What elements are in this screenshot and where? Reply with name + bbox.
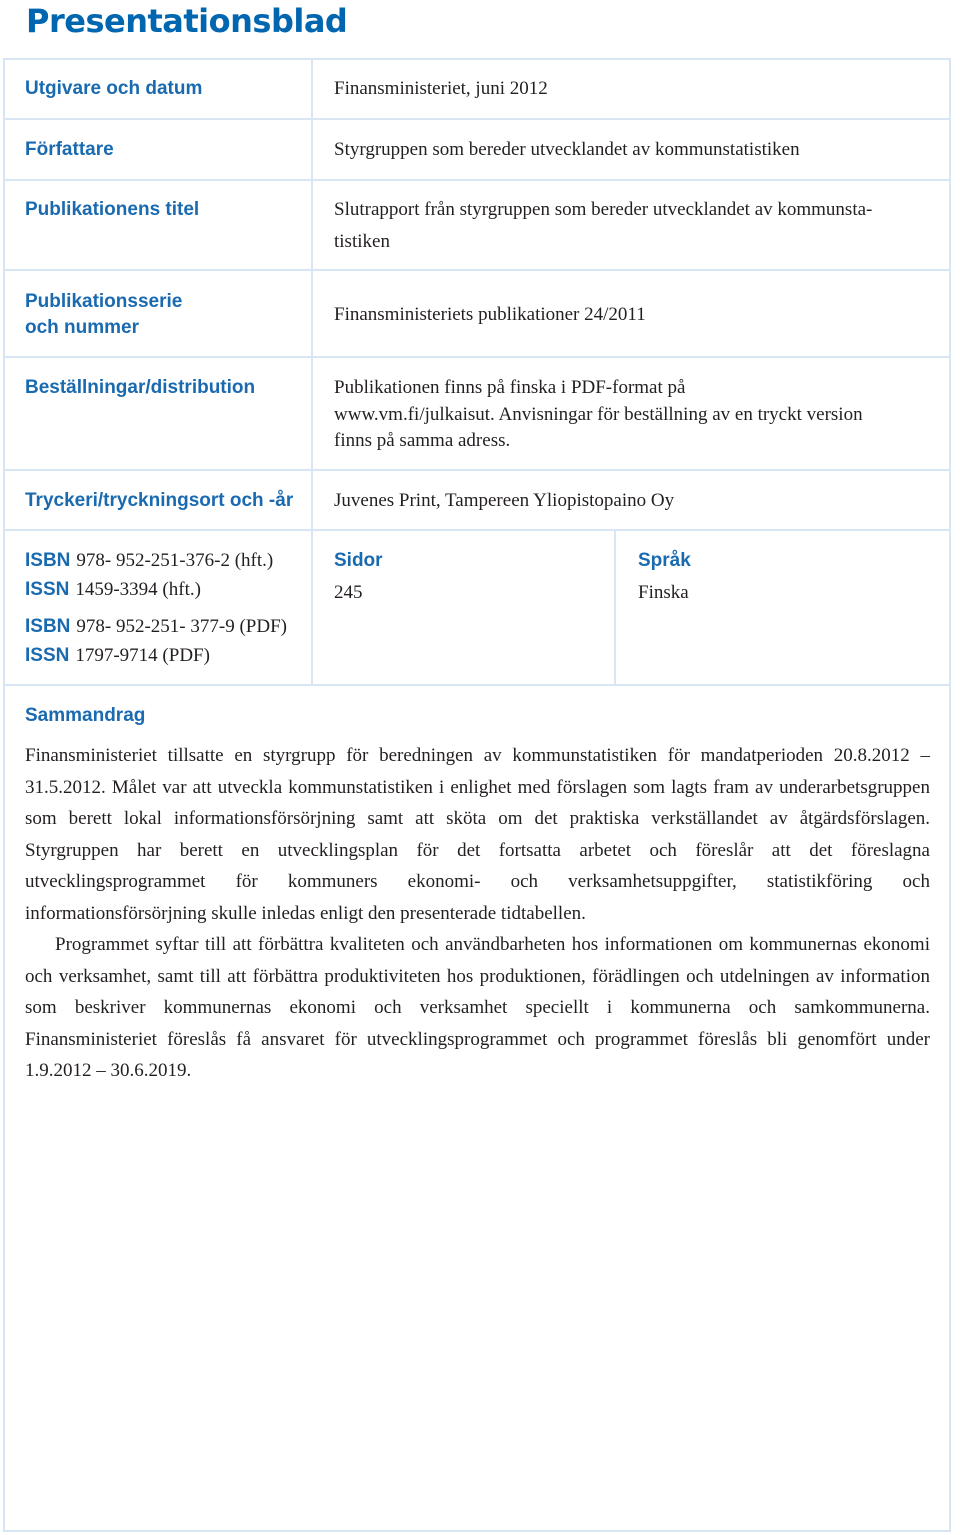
pubtitle-value-line-1: Slutrapport från styrgruppen som bereder utvecklandet av kommunsta- bbox=[334, 199, 873, 220]
identifier-key: ISSN bbox=[25, 579, 70, 600]
series-label-line-2: och nummer bbox=[25, 317, 140, 338]
orders-label: Beställningar/distribution bbox=[25, 377, 256, 398]
identifier-value: 978- 952-251- 377-9 (PDF) bbox=[76, 616, 287, 637]
publisher-value: Finansministeriet, juni 2012 bbox=[334, 78, 548, 99]
language-value: Finska bbox=[638, 582, 689, 603]
row-separator bbox=[3, 181, 951, 271]
identifier-key: ISSN bbox=[25, 645, 70, 666]
printer-value: Juvenes Print, Tampereen Yliopistopaino Oy bbox=[334, 490, 675, 511]
identifier-line bbox=[25, 577, 201, 604]
pubtitle-label: Publikationens titel bbox=[25, 199, 200, 220]
identifier-value: 1459-3394 (hft.) bbox=[75, 579, 201, 600]
pages-value: 245 bbox=[334, 582, 363, 603]
column-divider bbox=[311, 58, 313, 686]
summary-paragraph: Programmet syftar till att förbättra kvaliteten och användbarheten hos informationen om kommunernas ekonomi och verksamhet, samt till att förbättra produktiviteten hos produktionen, förädlingen och utdelningen av information som beskriver kommunernas ekonomi och verksamhet speciellt i kommunerna och samkommunerna. Finansministeriet föreslås få ansvaret för utvecklingsprogrammet och programmet föreslås bli genomfört under 1.9.2012 – 30.6.2019. bbox=[25, 934, 930, 1081]
summary-paragraph: Finansministeriet tillsatte en styrgrupp för beredningen av kommunstatistiken för mandatperioden 20.8.2012 – 31.5.2012. Målet var att utveckla kommunstatistiken i enlighet med förslagen som lagts fram av underarbetsgruppen som berett lokal informationsförsörjning samt att sköta om det praktiska verkställandet av åtgärdsförslagen. Styrgruppen har berett en utvecklingsplan för det fortsatta arbetet och föreslår att det föreslagna utvecklingsprogrammet för kommuners ekonomi- och verksamhetsuppgifter, statistikföring och informationsförsörjning skulle inledas enligt den presenterade tidtabellen. bbox=[25, 745, 930, 924]
identifier-key: ISBN bbox=[25, 616, 71, 637]
publisher-label: Utgivare och datum bbox=[25, 78, 203, 99]
identifier-line bbox=[25, 614, 287, 641]
pages-label: Sidor bbox=[334, 550, 383, 571]
identifier-line bbox=[25, 548, 273, 575]
column-divider bbox=[614, 531, 616, 686]
printer-label: Tryckeri/tryckningsort och -år bbox=[25, 490, 294, 511]
language-label: Språk bbox=[638, 550, 691, 571]
identifier-value: 1797-9714 (PDF) bbox=[75, 645, 210, 666]
author-value: Styrgruppen som bereder utvecklandet av kommunstatistiken bbox=[334, 139, 800, 160]
summary-text bbox=[25, 740, 930, 1087]
orders-value-line-1: Publikationen finns på finska i PDF-format på bbox=[334, 377, 686, 398]
page-title: Presentationsblad bbox=[26, 2, 348, 40]
orders-value-line-2: www.vm.fi/julkaisut. Anvisningar för beställning av en tryckt version bbox=[334, 404, 863, 425]
orders-value-line-3: finns på samma adress. bbox=[334, 430, 511, 451]
identifier-key: ISBN bbox=[25, 550, 71, 571]
identifier-line bbox=[25, 643, 210, 670]
pubtitle-value-line-2: tistiken bbox=[334, 231, 390, 252]
series-value: Finansministeriets publikationer 24/2011 bbox=[334, 304, 646, 325]
summary-label: Sammandrag bbox=[25, 705, 146, 726]
series-label-line-1: Publikationsserie bbox=[25, 291, 183, 312]
identifier-value: 978- 952-251-376-2 (hft.) bbox=[76, 550, 274, 571]
author-label: Författare bbox=[25, 139, 114, 160]
